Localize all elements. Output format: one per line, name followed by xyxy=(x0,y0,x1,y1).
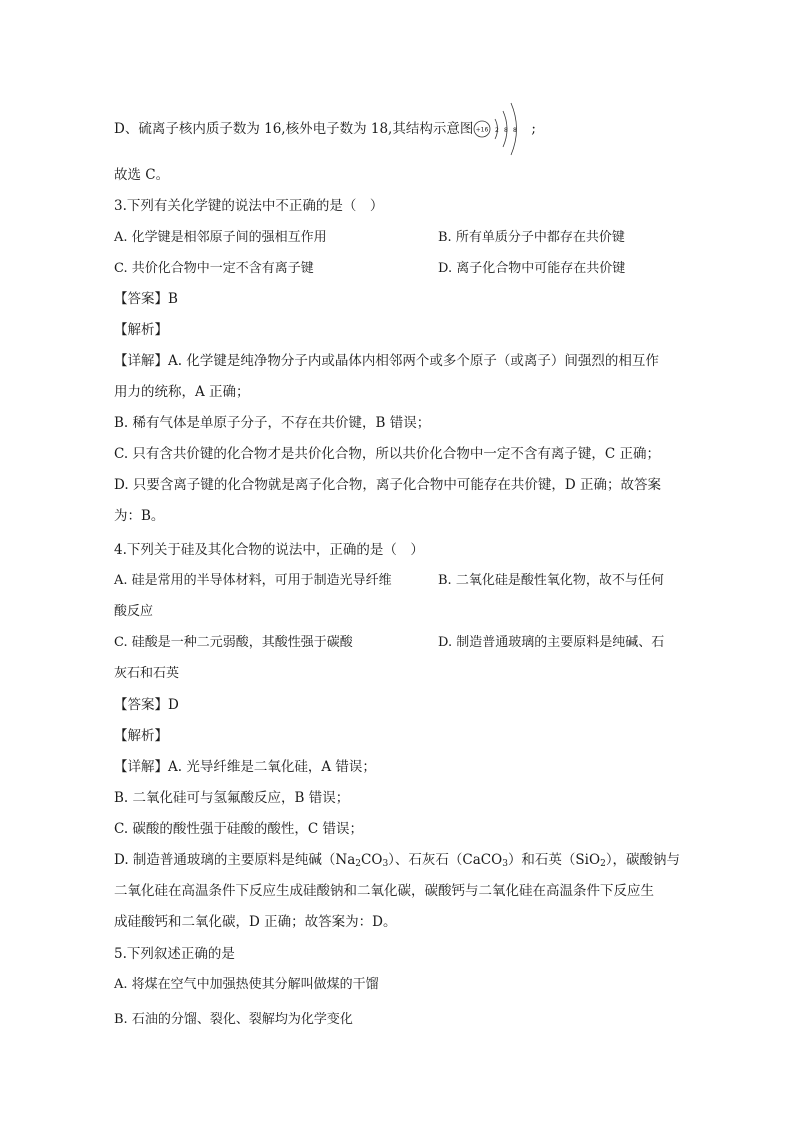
question-3-detail-1 xyxy=(114,352,659,370)
question-4-option-d-cont: 灰石和石英 xyxy=(114,666,180,681)
detail-text: A. 化学键是纯净物分子内或晶体内相邻两个或多个原子（或离子）间强烈的相互作 xyxy=(168,353,659,369)
question-4-option-c: C. 硅酸是一种二元弱酸，其酸性强于碳酸 xyxy=(114,635,353,650)
question-4-answer xyxy=(114,696,179,714)
formula-text: D. 制造普通玻璃的主要原料是纯碱（Na xyxy=(114,852,356,868)
question-3-answer xyxy=(114,290,178,308)
formula-text: ）、石灰石（CaCO xyxy=(388,852,503,868)
shell-electrons-3: 8 xyxy=(513,126,518,134)
question-4-detail-5: 二氧化硅在高温条件下反应生成硅酸钠和二氧化碳，碳酸钙与二氧化硅在高温条件下反应生 xyxy=(114,883,654,899)
question-3-option-c: C. 共价化合物中一定不含有离子键 xyxy=(114,261,314,276)
question-3-detail-4: D. 只要含离子键的化合物就是离子化合物，离子化合物中可能存在共价键，D 正确；故答案 xyxy=(114,477,662,493)
question-3-detail-4b: 为：B。 xyxy=(114,508,165,524)
question-3-detail-1b: 用力的统称，A 正确； xyxy=(114,384,250,400)
answer-tag: 【答案】 xyxy=(114,697,168,713)
question-4-detail-2: B. 二氧化硅可与氢氟酸反应，B 错误； xyxy=(114,790,350,806)
subscript: 2 xyxy=(600,859,606,869)
question-3-option-b: B. 所有单质分子中都存在共价键 xyxy=(438,230,625,245)
subscript: 3 xyxy=(382,859,389,869)
question-5-option-a: A. 将煤在空气中加强热使其分解叫做煤的干馏 xyxy=(114,977,379,992)
sulfur-ion-structure-diagram xyxy=(473,121,531,139)
conclusion-line: 故选 C。 xyxy=(114,167,170,183)
detail-tag: 【详解】 xyxy=(114,353,168,369)
question-4-detail-6: 成硅酸钙和二氧化碳，D 正确；故答案为：D。 xyxy=(114,914,397,930)
question-5-stem: 5.下列叙述正确的是 xyxy=(114,946,235,962)
question-4-detail-3: C. 碳酸的酸性强于硅酸的酸性，C 错误； xyxy=(114,821,364,837)
nucleus-charge: +16 xyxy=(476,126,489,133)
formula-text: ）和石英（SiO xyxy=(507,852,601,868)
subscript: 3 xyxy=(502,859,508,869)
shell-electrons-2: 8 xyxy=(504,126,509,134)
option-d-semicolon: ; xyxy=(531,121,536,137)
question-3-detail-2: B. 稀有气体是单原子分子，不存在共价键，B 错误； xyxy=(114,415,431,431)
answer-tag: 【答案】 xyxy=(114,291,168,307)
formula-text: CO xyxy=(361,852,383,868)
shell-electrons-1: 2 xyxy=(495,126,500,134)
question-3-stem: 3.下列有关化学键的说法中不正确的是（ ） xyxy=(114,198,384,214)
question-4-detail-1 xyxy=(114,758,376,776)
question-4-analysis-tag: 【解析】 xyxy=(114,728,168,744)
question-3-option-d: D. 离子化合物中可能存在共价键 xyxy=(438,261,626,276)
question-3-detail-3: C. 只有含共价键的化合物才是共价化合物，所以共价化合物中一定不含有离子键，C 正确； xyxy=(114,446,661,462)
answer-value: D xyxy=(168,697,179,713)
question-4-option-a: A. 硅是常用的半导体材料，可用于制造光导纤维 xyxy=(114,573,392,588)
answer-value: B xyxy=(168,291,178,307)
detail-tag: 【详解】 xyxy=(114,759,168,775)
question-4-stem: 4.下列关于硅及其化合物的说法中，正确的是（ ） xyxy=(114,542,424,558)
question-3-analysis-tag: 【解析】 xyxy=(114,322,168,338)
option-d-sulfur-ion xyxy=(114,120,536,139)
question-4-option-d: D. 制造普通玻璃的主要原料是纯碱、石 xyxy=(438,635,665,650)
question-4-option-b-cont: 酸反应 xyxy=(114,604,154,619)
option-d-text: D、硫离子核内质子数为 16,核外电子数为 18,其结构示意图 xyxy=(114,121,474,137)
formula-text: ），碳酸钠与 xyxy=(605,852,681,868)
detail-text: A. 光导纤维是二氧化硅，A 错误； xyxy=(168,759,376,775)
question-4-detail-4 xyxy=(114,851,680,869)
question-4-option-b: B. 二氧化硅是酸性氧化物，故不与任何 xyxy=(438,573,664,588)
question-5-option-b: B. 石油的分馏、裂化、裂解均为化学变化 xyxy=(114,1012,353,1027)
subscript: 2 xyxy=(355,859,362,869)
question-3-option-a: A. 化学键是相邻原子间的强相互作用 xyxy=(114,230,327,245)
